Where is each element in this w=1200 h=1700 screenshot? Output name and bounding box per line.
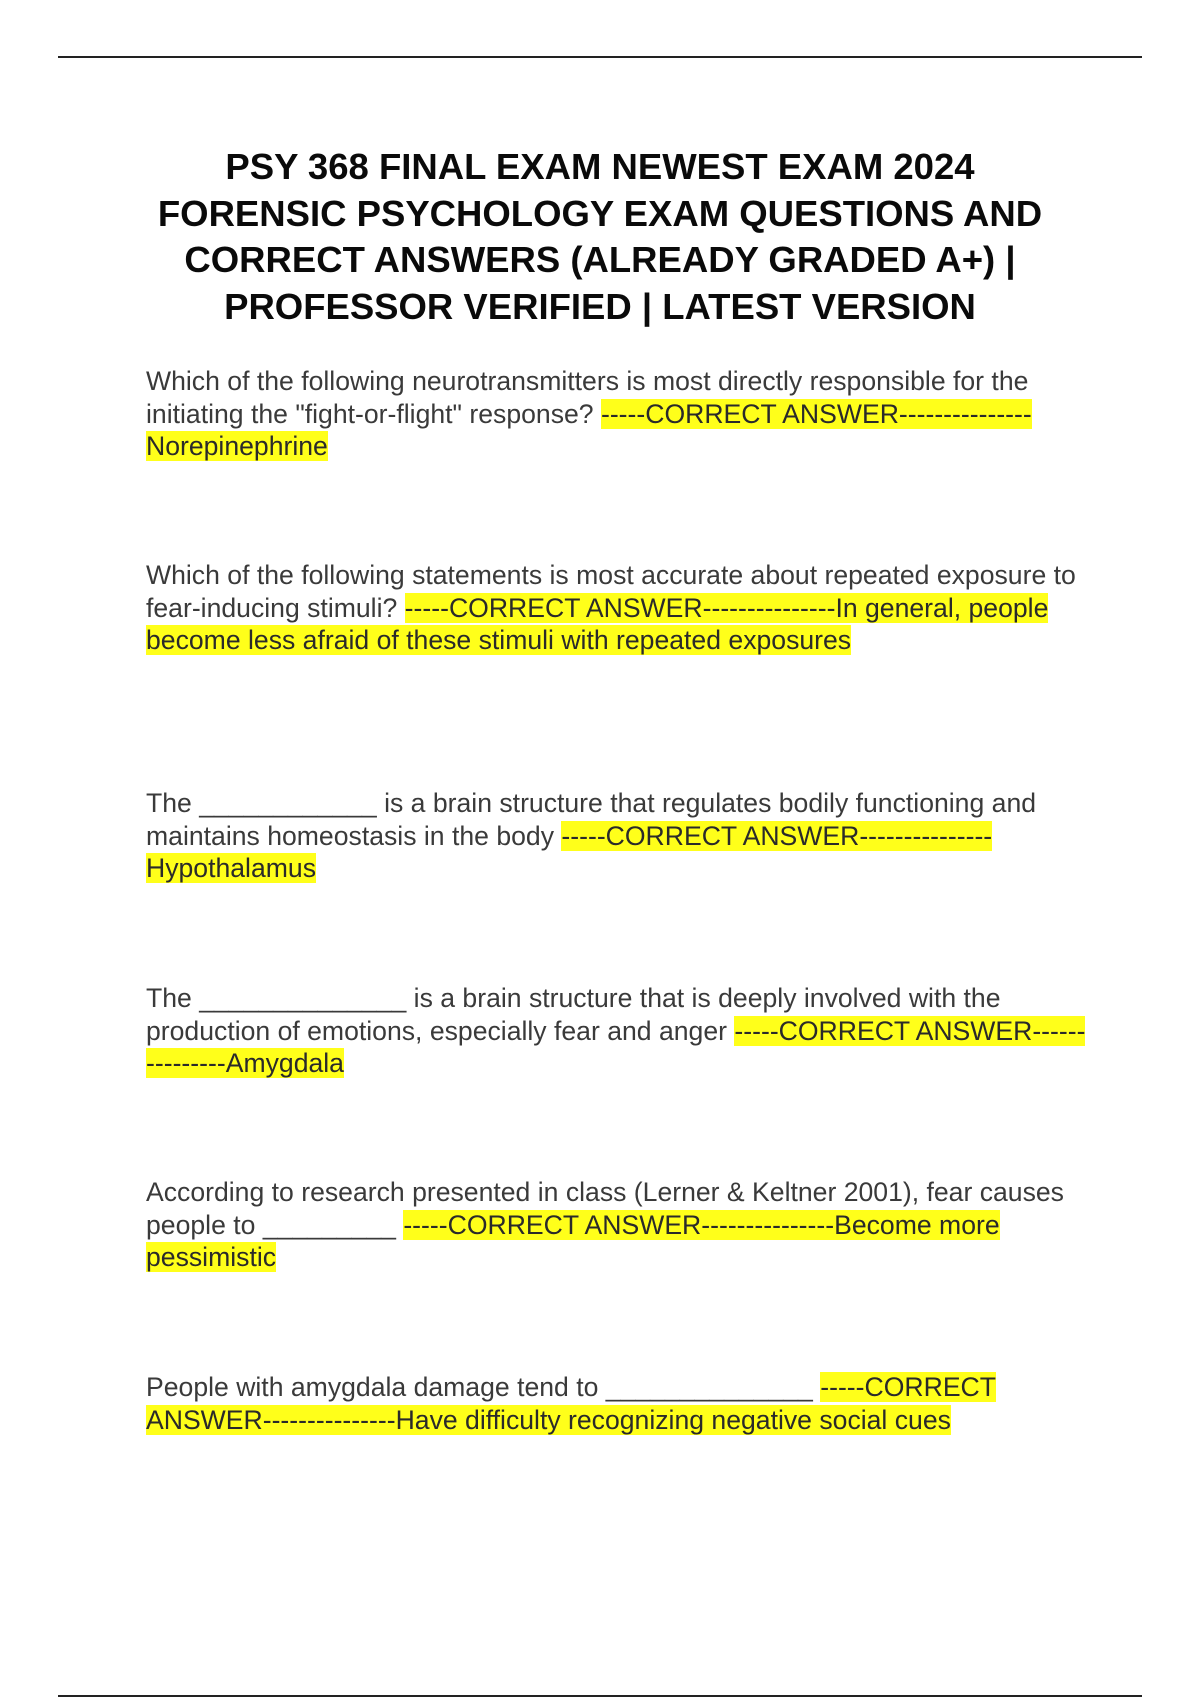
qa-item-2 — [146, 559, 1091, 657]
question-text: People with amygdala damage tend to ______________ — [146, 1372, 813, 1402]
answer-text: Hypothalamus — [146, 853, 316, 883]
qa-item-6 — [146, 1371, 1091, 1436]
answer-text: Amygdala — [225, 1048, 344, 1078]
answer-separator: -----CORRECT ANSWER--------------- — [561, 820, 993, 851]
document-title: PSY 368 FINAL EXAM NEWEST EXAM 2024 FORENSIC PSYCHOLOGY EXAM QUESTIONS AND CORRECT ANSWERS (ALREADY GRADED A+) | PROFESSOR VERIFIED | LATEST VERSION — [157, 146, 1043, 327]
qa-item-4 — [146, 982, 1091, 1080]
answer-separator: -----CORRECT ANSWER--------------- — [146, 1015, 1086, 1078]
question-text: Which of the following statements is most accurate about repeated exposure to fear-inducing stimuli? — [146, 560, 1076, 623]
answer-separator: -----CORRECT ANSWER--------------- — [404, 592, 836, 623]
qa-item-5 — [146, 1176, 1091, 1274]
question-text: Which of the following neurotransmitters is most directly responsible for the initiating the "fight-or-flight" response? — [146, 366, 1029, 429]
answer-text: Become more pessimistic — [146, 1209, 1000, 1272]
qa-item-1 — [146, 365, 1091, 463]
answer-text: In general, people become less afraid of these stimuli with repeated exposures — [146, 592, 1049, 655]
qa-item-3 — [146, 787, 1091, 885]
answer-text: Have difficulty recognizing negative social cues — [395, 1404, 951, 1435]
question-text: The ______________ is a brain structure that is deeply involved with the production of emotions, especially fear and anger — [146, 983, 1001, 1046]
answer-separator: -----CORRECT ANSWER--------------- — [146, 1372, 996, 1435]
answer-text: Norepinephrine — [146, 431, 328, 461]
question-text: According to research presented in class (Lerner & Keltner 2001), fear causes people to _________ — [146, 1177, 1064, 1240]
question-text: The ____________ is a brain structure that regulates bodily functioning and maintains homeostasis in the body — [146, 788, 1037, 851]
bottom-rule — [58, 1695, 1142, 1697]
answer-separator: -----CORRECT ANSWER--------------- — [600, 398, 1032, 429]
top-rule — [58, 56, 1142, 58]
answer-separator: -----CORRECT ANSWER--------------- — [403, 1209, 835, 1240]
